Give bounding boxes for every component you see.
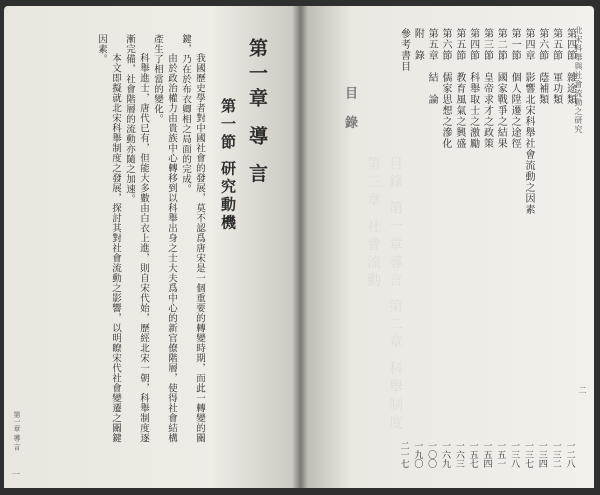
- toc-entry-label: 第二節 國家戰爭之結果: [495, 28, 507, 149]
- chapter-title: 第一章 導 言: [246, 38, 268, 189]
- toc-entry: [439, 28, 451, 468]
- section-title: 第一節 研究動機: [219, 98, 237, 233]
- toc-entry: [495, 28, 507, 468]
- toc-entry-page: 一九〇: [412, 441, 423, 468]
- toc-entry-page: 一五四: [481, 441, 492, 468]
- toc-entry-page: 一二八: [564, 441, 575, 468]
- toc-entry-label: 第六節 蔭補類: [536, 28, 548, 105]
- body-text: [10, 34, 206, 446]
- toc-entry-page: 一三四: [536, 441, 547, 468]
- toc-entry-label: 第三節 皇帝求才之政策: [481, 28, 493, 149]
- running-head: 北宋科舉與社會流動之研究: [574, 26, 583, 134]
- body-paragraph: 本文即擬就北宋科舉制度之發展，探討其對社會流動之影響，以明瞭宋代社會變遷之關鍵因素。: [96, 34, 121, 443]
- toc-entry-label: 第四節 科舉取士之激勵: [467, 28, 479, 149]
- toc-entry-page: 一三二: [550, 441, 561, 468]
- body-paragraph: 由於政治權力由貴族中心轉移到以科舉出身之士大夫爲中心的新官僚階層，使得社會結構產生了相當的變化。: [152, 34, 177, 443]
- toc-entry: [467, 28, 479, 468]
- toc-entry-page: 二一七: [398, 441, 409, 468]
- toc-entry-label: 參考書目: [398, 28, 410, 72]
- left-page-footer: 第一章 導 言: [13, 410, 21, 450]
- toc-entry-page: 一六九: [439, 441, 450, 468]
- toc-entry-label: 第四章 影響北宋科舉社會流動之因素: [522, 28, 534, 215]
- right-page: [300, 6, 594, 488]
- left-page: [4, 6, 300, 488]
- toc-entry: [522, 28, 534, 468]
- toc-entry-label: 第五節 教育風氣之興盛: [453, 28, 465, 149]
- toc-entry: [509, 28, 521, 468]
- toc-entry-label: 第一節 個人陞遷之途徑: [509, 28, 521, 149]
- right-page-number: 二: [578, 386, 587, 394]
- left-page-number: 一: [12, 470, 20, 479]
- toc-entry-label: 附 錄: [412, 28, 424, 61]
- toc-heading: 目 錄: [342, 86, 357, 135]
- toc-entry-page: 一三八: [509, 441, 520, 468]
- body-paragraph: 科舉進士，唐代已有，但能大多數由白衣上進，則自宋代始，歷經北宋一朝，科舉制度逐漸完備，社會階層的流動亦隨之加速。: [124, 34, 149, 443]
- toc-entry-label: 第五節 軍功類: [550, 28, 562, 105]
- toc-entry: [564, 28, 576, 468]
- toc-entry: [398, 28, 410, 468]
- toc-entry-page: 一五一: [495, 441, 506, 468]
- toc-entry: [550, 28, 562, 468]
- toc-entry-page: 一三七: [522, 441, 533, 468]
- bleed-through-text: 目錄 第一章導言 第二章 科舉制度 第三章 社會流動: [365, 156, 403, 434]
- toc-entry-page: 一六三: [453, 441, 464, 468]
- toc-entry-label: 第五章 結 論: [426, 28, 438, 105]
- toc-entry: [453, 28, 465, 468]
- toc-entry: [536, 28, 548, 468]
- toc-entry-label: 第六節 儒家思想之滲化: [439, 28, 451, 149]
- toc-entry-page: 一〇〇: [426, 441, 437, 468]
- toc-entry: [481, 28, 493, 468]
- toc-entry-page: 一五七: [467, 441, 478, 468]
- toc-list: [398, 28, 576, 468]
- book-gutter: [292, 6, 308, 488]
- body-paragraph: 我國歷史學者對中國社會的發展，莫不認爲唐宋是一個重要的轉變時期，而此一轉變的關鍵，乃在於布衣卿相之局面的完成。: [180, 34, 205, 443]
- toc-entry: [412, 28, 424, 468]
- toc-entry: [426, 28, 438, 468]
- toc-entry-label: 第四節 雜途類: [564, 28, 576, 105]
